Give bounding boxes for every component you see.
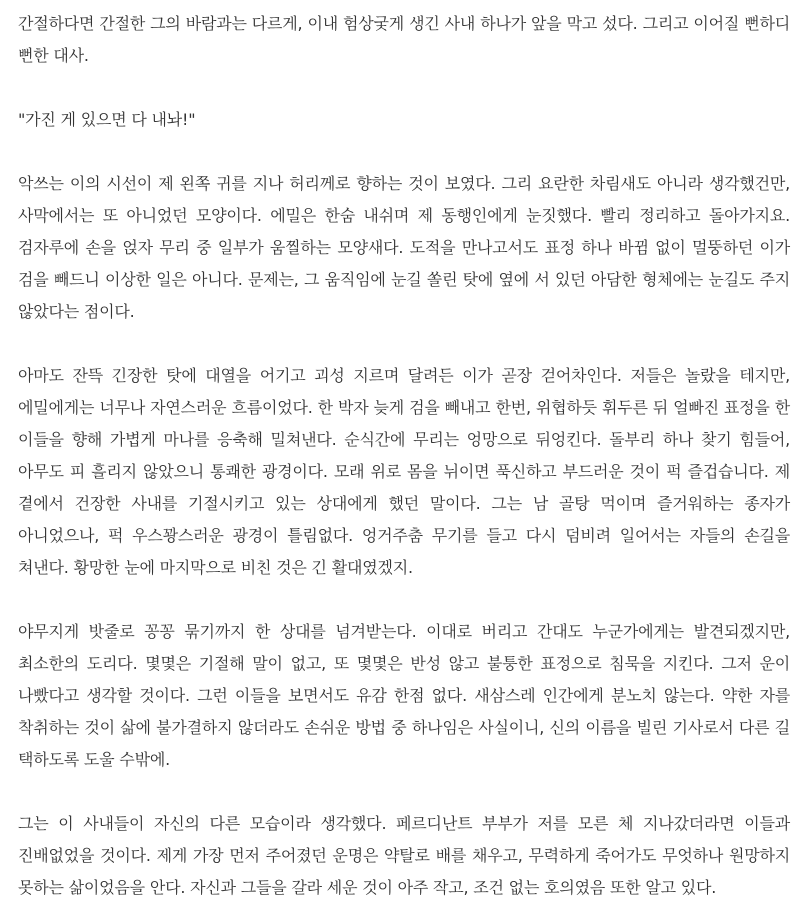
paragraph-2-dialogue: "가진 게 있으면 다 내놔!" <box>18 110 196 129</box>
paragraph-1: 간절하다면 간절한 그의 바람과는 다르게, 이내 험상궂게 생긴 사내 하나가 앞을 막고 섰다. 그리고 이어질 뻔하디 뻔한 대사. <box>18 14 790 65</box>
paragraph-4: 아마도 잔뜩 긴장한 탓에 대열을 어기고 괴성 지르며 달려든 이가 곧장 걷어차인다. 저들은 놀랐을 테지만, 에밀에게는 너무나 자연스러운 흐름이었다. 한 박자 늦게 검을 빼내고 한번, 위협하듯 휘두른 뒤 얼빠진 표정을 한 이들을 향해 가볍게 마나를 응축해 밀쳐낸다. 순식간에 무리는 엉망으로 뒤엉킨다. 돌부리 하나 찾기 힘들어, 아무도 피 흘리지 않았으니 통쾌한 광경이다. 모래 위로 몸을 뉘이면 푹신하고 부드러운 것이 퍽 즐겁습니다. 제 곁에서 건장한 사내를 기절시키고 있는 상대에게 했던 말이다. 그는 남 골탕 먹이며 즐거워하는 종자가 아니었으나, 퍽 우스꽝스러운 광경이 틀림없다. 엉거주춤 무기를 들고 다시 덤비려 일어서는 자들의 손길을 쳐낸다. 황망한 눈에 마지막으로 비친 것은 긴 활대였겠지. <box>18 366 790 577</box>
paragraph-6: 그는 이 사내들이 자신의 다른 모습이라 생각했다. 페르디난트 부부가 저를 모른 체 지나갔더라면 이들과 진배없었을 것이다. 제게 가장 먼저 주어졌던 운명은 약탈로 배를 채우고, 무력하게 죽어가도 무엇하나 원망하지 못하는 삶이었음을 안다. 자신과 그들을 갈라 세운 것이 아주 작고, 조건 없는 호의였음 또한 알고 있다. <box>18 814 791 897</box>
story-text <box>18 8 790 904</box>
paragraph-5: 야무지게 밧줄로 꽁꽁 묶기까지 한 상대를 넘겨받는다. 이대로 버리고 간대도 누군가에게는 발견되겠지만, 최소한의 도리다. 몇몇은 기절해 말이 없고, 또 몇몇은 반성 않고 불퉁한 표정으로 침묵을 지킨다. 그저 운이 나빴다고 생각할 것이다. 그런 이들을 보면서도 유감 한점 없다. 새삼스레 인간에게 분노치 않는다. 약한 자를 착취하는 것이 삶에 불가결하지 않더라도 손쉬운 방법 중 하나임은 사실이니, 신의 이름을 빌린 기사로서 다른 길 택하도록 도울 수밖에. <box>18 622 790 769</box>
paragraph-3: 악쓰는 이의 시선이 제 왼쪽 귀를 지나 허리께로 향하는 것이 보였다. 그리 요란한 차림새도 아니라 생각했건만, 사막에서는 또 아니었던 모양이다. 에밀은 한숨 내쉬며 제 동행인에게 눈짓했다. 빨리 정리하고 돌아가지요. 검자루에 손을 얹자 무리 중 일부가 움찔하는 모양새다. 도적을 만나고서도 표정 하나 바뀜 없이 멀뚱하던 이가 검을 빼드니 이상한 일은 아니다. 문제는, 그 움직임에 눈길 쏠린 탓에 옆에 서 있던 아담한 형체에는 눈길도 주지 않았다는 점이다. <box>18 174 790 321</box>
